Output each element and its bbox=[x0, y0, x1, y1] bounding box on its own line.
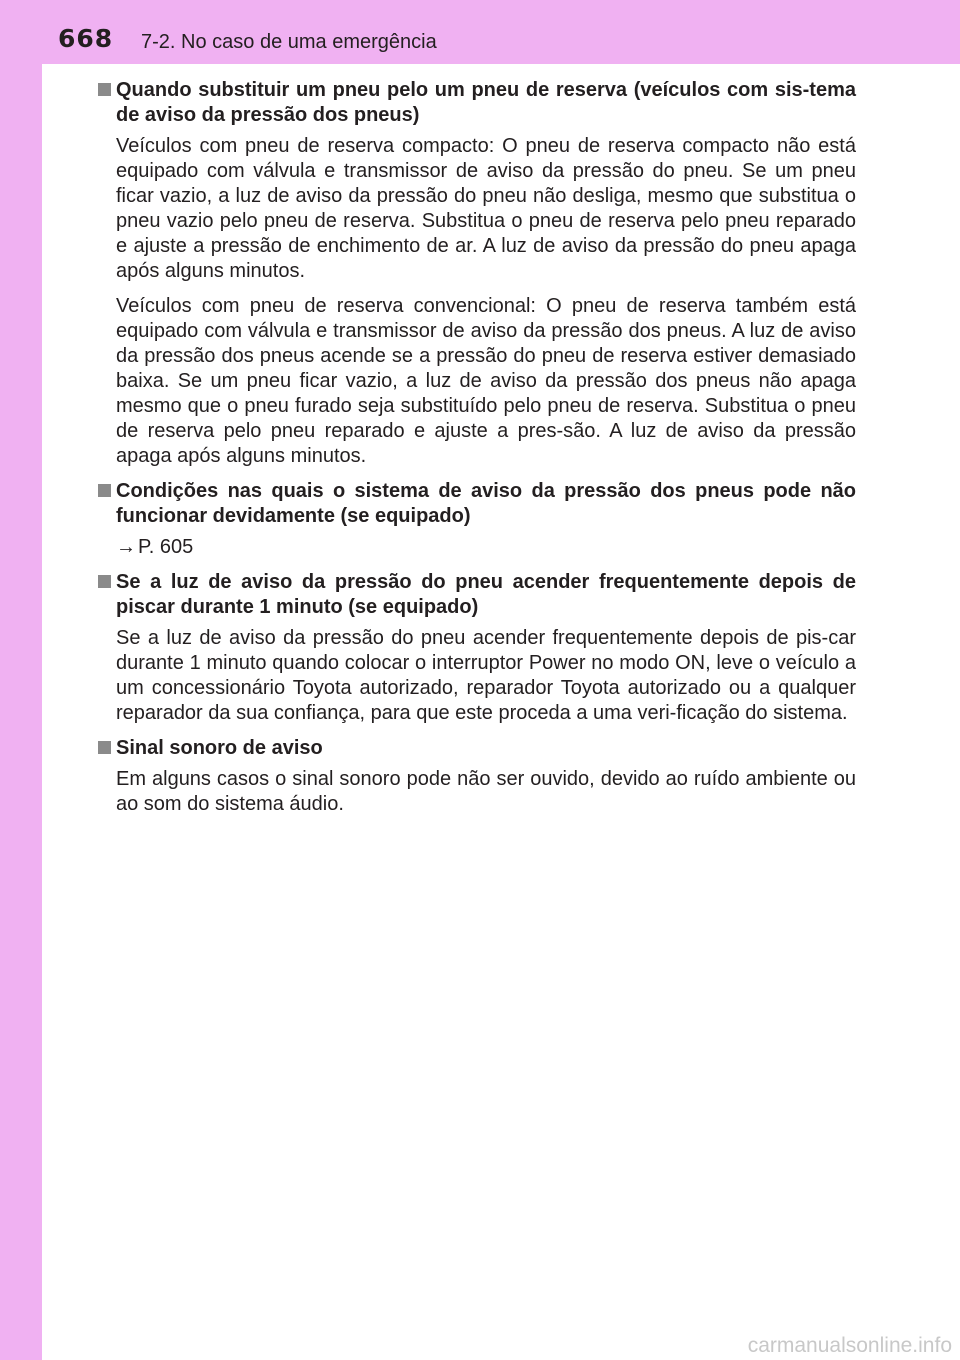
side-tab-band bbox=[0, 0, 42, 1360]
arrow-right-icon: → bbox=[116, 536, 136, 558]
paragraph-conventional-spare: Veículos com pneu de reserva convencional: O pneu de reserva também está equipado com válvula e transmissor de aviso da pressão dos pneus. A luz de aviso da pressão dos pneus acende se a pressão do pneu de reserva estiver demasiado baixa. Se um pneu ficar vazio, a luz de aviso da pressão dos pneus não apaga mesmo que o pneu furado seja substituído pelo pneu de reserva. Substitua o pneu de reserva pelo pneu reparado e ajuste a pres-são. A luz de aviso da pressão apaga após alguns minutos. bbox=[116, 295, 856, 467]
section-warning-light-blinking bbox=[98, 570, 856, 726]
heading-text: Quando substituir um pneu pelo um pneu de reserva (veículos com sis-tema de aviso da pressão dos pneus) bbox=[116, 79, 856, 126]
heading-text: Se a luz de aviso da pressão do pneu acender frequentemente depois de piscar durante 1 minuto (se equipado) bbox=[116, 571, 856, 618]
page-reference-link[interactable] bbox=[116, 535, 856, 560]
section-heading bbox=[98, 570, 856, 620]
section-warning-buzzer bbox=[98, 736, 856, 817]
page-number: 668 bbox=[58, 24, 114, 53]
paragraph-compact-spare: Veículos com pneu de reserva compacto: O pneu de reserva compacto não está equipado com válvula e transmissor de aviso da pressão do pneu. Se um pneu ficar vazio, a luz de aviso da pressão do pneu não desliga, mesmo que substitua o pneu vazio pelo pneu de reserva. Substitua o pneu de reserva pelo pneu reparado e ajuste a pressão de enchimento de ar. A luz de aviso da pressão do pneu apaga após alguns minutos. bbox=[116, 135, 856, 282]
section-heading bbox=[98, 78, 856, 128]
section-heading bbox=[98, 736, 856, 761]
heading-text: Sinal sonoro de aviso bbox=[116, 737, 323, 759]
paragraph-warning-light: Se a luz de aviso da pressão do pneu acender frequentemente depois de pis-car durante 1 minuto quando colocar o interruptor Power no modo ON, leve o veículo a um concessionário Toyota autorizado, reparador Toyota autorizado ou a qualquer reparador da sua confiança, para que este proceda a uma veri-ficação do sistema. bbox=[116, 627, 856, 724]
section-title: 7-2. No caso de uma emergência bbox=[141, 31, 437, 53]
paragraph-warning-buzzer: Em alguns casos o sinal sonoro pode não ser ouvido, devido ao ruído ambiente ou ao som do sistema áudio. bbox=[116, 768, 856, 815]
watermark: carmanualsonline.info bbox=[747, 1334, 952, 1357]
square-bullet-icon bbox=[98, 741, 116, 755]
square-bullet-icon bbox=[98, 83, 116, 97]
heading-text: Condições nas quais o sistema de aviso da pressão dos pneus pode não funcionar devidamente (se equipado) bbox=[116, 480, 856, 527]
square-bullet-icon bbox=[98, 484, 116, 498]
section-spare-tire-replacement bbox=[98, 78, 856, 469]
header-rule bbox=[42, 62, 960, 64]
section-heading bbox=[98, 479, 856, 529]
section-malfunction-conditions bbox=[98, 479, 856, 560]
square-bullet-icon bbox=[98, 575, 116, 589]
page-reference-text: P. 605 bbox=[138, 536, 194, 558]
page-content bbox=[98, 78, 856, 827]
